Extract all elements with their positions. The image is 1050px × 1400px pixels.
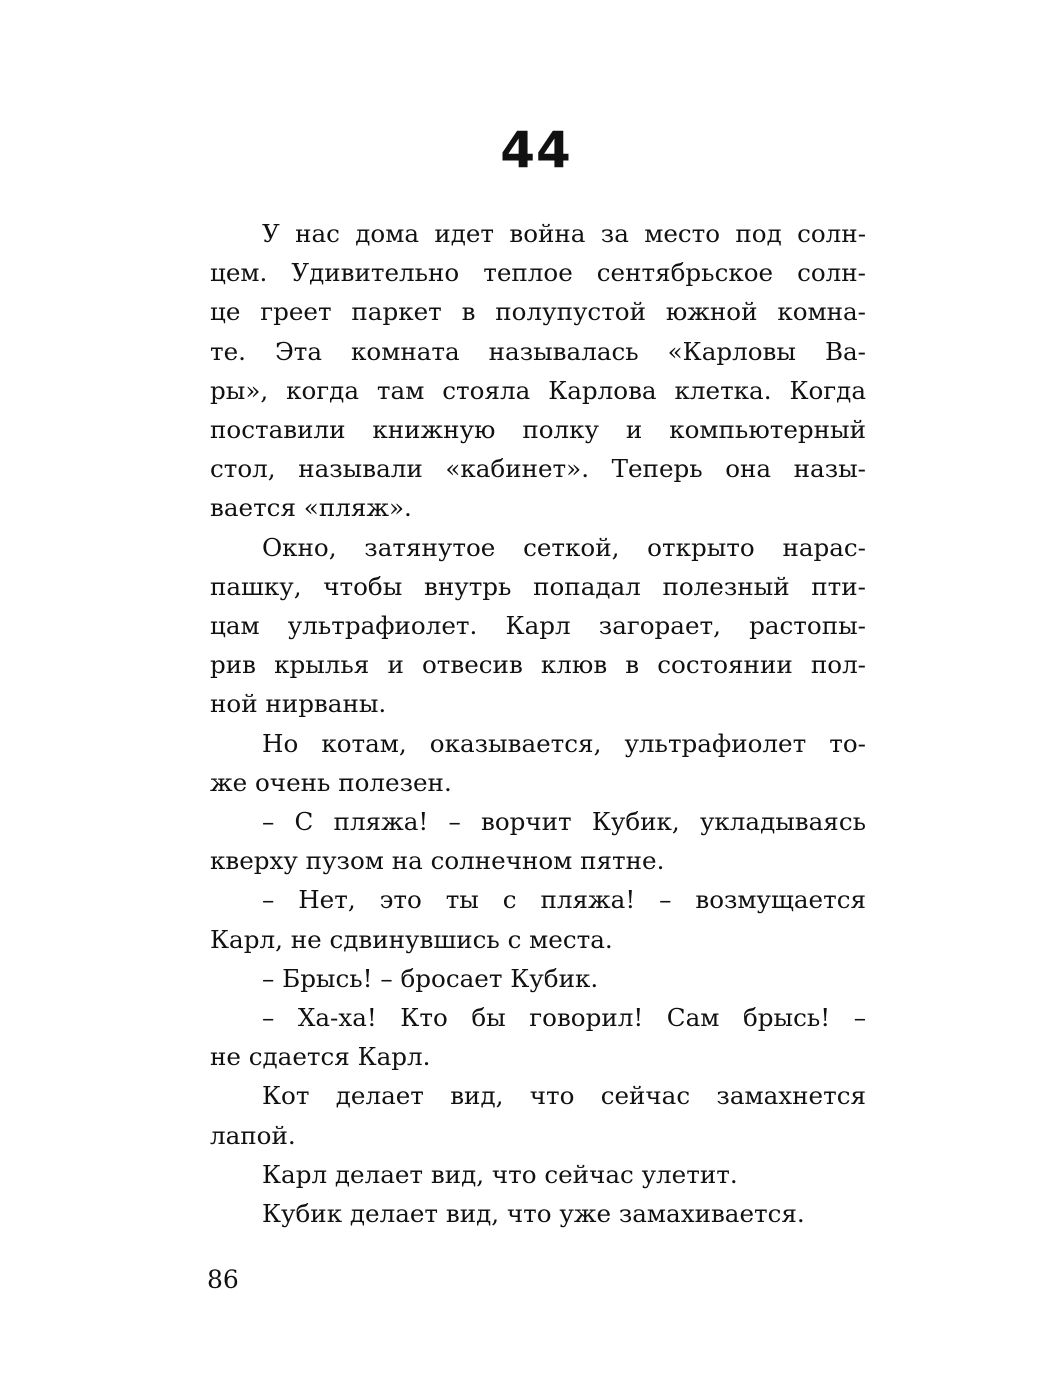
text-line: не сдается Карл. [210,1042,431,1072]
text-line: рив крылья и отвесив клюв в состоянии пол- [210,650,866,680]
text-line: Карл, не сдвинувшись с места. [210,924,613,954]
text-line: Кубик делает вид, что уже замахивается. [262,1199,805,1229]
text-line: кверху пузом на солнечном пятне. [210,846,665,876]
chapter-text [210,214,866,1233]
text-line: – Брысь! – бросает Кубик. [262,963,599,993]
text-line: вается «пляж». [210,493,412,523]
text-line: – С пляжа! – ворчит Кубик, укладываясь [262,807,866,837]
text-line: Карл делает вид, что сейчас улетит. [262,1159,738,1189]
text-line: стол, называли «кабинет». Теперь она назы- [210,454,866,484]
text-line: же очень полезен. [210,767,452,797]
text-line: Но котам, оказывается, ультрафиолет то- [262,728,866,758]
text-line: ной нирваны. [210,689,387,719]
text-line: це греет паркет в полупустой южной комна- [210,297,866,327]
text-line: – Ха-ха! Кто бы говорил! Сам брысь! – [262,1003,866,1033]
text-line: пашку, чтобы внутрь попадал полезный пти- [210,571,866,601]
text-line: те. Эта комната называлась «Карловы Ва- [210,336,866,366]
chapter-number: 44 [500,121,572,179]
text-line: лапой. [210,1120,296,1150]
text-line: цам ультрафиолет. Карл загорает, растопы- [210,611,866,641]
text-line: У нас дома идет война за место под солн- [262,219,866,248]
text-line: цем. Удивительно теплое сентябрьское солн- [210,258,866,288]
page-number: 86 [207,1265,239,1294]
text-line: ры», когда там стояла Карлова клетка. Когда [210,375,866,405]
text-line: – Нет, это ты с пляжа! – возмущается [262,885,866,915]
text-line: Кот делает вид, что сейчас замахнется [262,1081,866,1111]
text-line: поставили книжную полку и компьютерный [210,415,866,445]
text-line: Окно, затянутое сеткой, открыто нарас- [262,532,866,562]
